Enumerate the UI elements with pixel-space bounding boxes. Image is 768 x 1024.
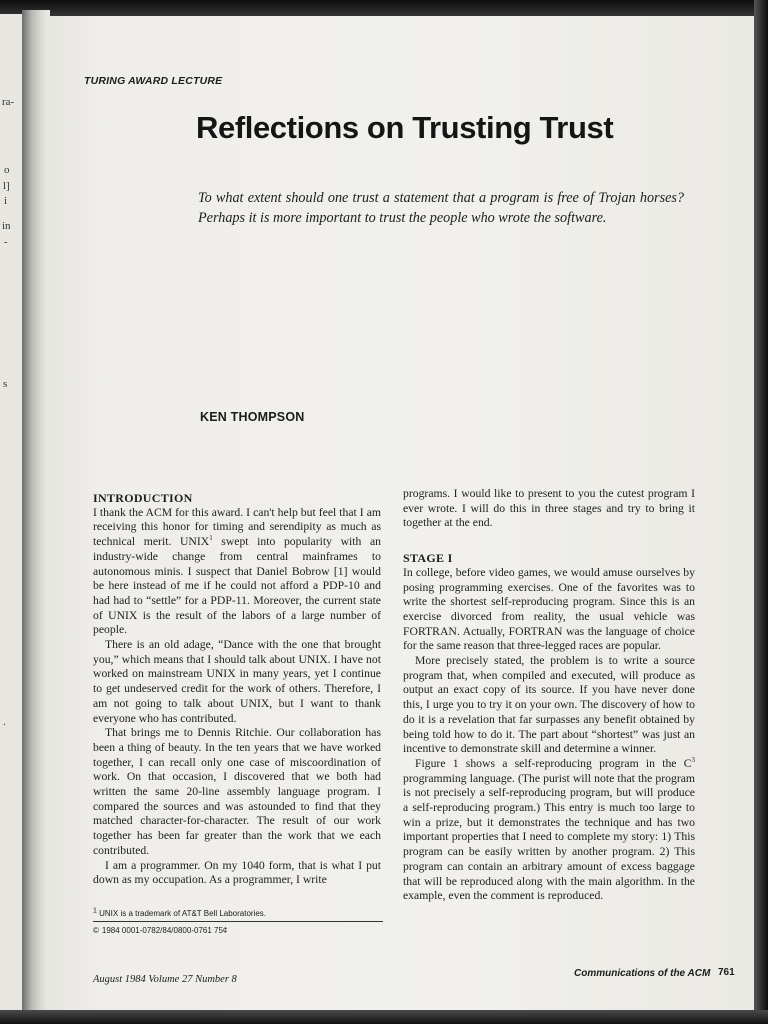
footnote-text: UNIX is a trademark of AT&T Bell Laboratories. bbox=[96, 909, 267, 918]
article-title: Reflections on Trusting Trust bbox=[196, 110, 614, 145]
footnote-marker: 1 bbox=[209, 534, 213, 543]
paragraph: In college, before video games, we would amuse ourselves by posing programming exercises. One of the favorites was to write the shortest self-reproducing program. Since this is an exercise divorced from reality, the usual vehicle was FORTRAN. Actually, FORTRAN was the language of choice for the same reason that three-legged races are popular. bbox=[403, 565, 695, 653]
facing-page-fragment: i bbox=[4, 195, 8, 207]
facing-page-fragment: ra- bbox=[2, 96, 15, 108]
facing-page-fragment: l] bbox=[3, 180, 10, 192]
footnote-marker: 1 bbox=[93, 907, 97, 915]
paragraph: That brings me to Dennis Ritchie. Our collaboration has been a thing of beauty. In the ten years that we have worked together, I can recall only one case of miscoordination of work. On that occasion, I discovered that we both had written the same 20-line assembly language program. I compared the sources and was astounded to find that they matched character-for-character. The result of our work together has been far greater than the work that we each contributed. bbox=[93, 726, 381, 857]
paragraph bbox=[93, 506, 381, 638]
section-heading-introduction: INTRODUCTION bbox=[93, 491, 193, 505]
facing-page-fragment: in bbox=[2, 220, 11, 232]
facing-page-fragment: s bbox=[3, 378, 8, 390]
journal-page bbox=[46, 16, 754, 1016]
paragraph bbox=[403, 757, 695, 904]
body-column-right bbox=[403, 487, 695, 904]
copyright-line bbox=[93, 926, 227, 935]
footnote-marker: 3 bbox=[691, 756, 695, 765]
body-column-left bbox=[93, 491, 381, 888]
section-heading-stage-1: STAGE I bbox=[403, 551, 453, 566]
paragraph: programs. I would like to present to you the cutest program I ever wrote. I will do this in three stages and try to bring it together at the end. bbox=[403, 487, 695, 530]
page-number: 761 bbox=[718, 967, 735, 978]
paragraph-text: programming language. (The purist will note that the program is not precisely a self-reproducing program, but will produce a self-reproducing program.) This entry is much too large to win a prize, but it demonstrates the technique and has two important properties that I need to complete my story: 1) This program can be easily written by another program. 2) This program can contain an arbitrary amount of excess baggage that will be reproduced along with the main algorithm. In the example, even the comment is reproduced. bbox=[403, 771, 695, 903]
facing-page-fragment: . bbox=[3, 716, 6, 728]
copyright-symbol: © bbox=[93, 926, 99, 935]
facing-page-fragment: - bbox=[4, 236, 8, 248]
paragraph: I am a programmer. On my 1040 form, that is what I put down as my occupation. As a programmer, I write bbox=[93, 858, 381, 887]
paragraph-text: swept into popularity with an industry-wide change from central mainframes to autonomous minis. I suspect that Daniel Bobrow [1] would be here instead of me if he could not afford a PDP-10 and had had to “settle” for a PDP-11. Moreover, the current state of UNIX is the result of the labors of a large number of people. bbox=[93, 535, 381, 637]
paragraph-text: Figure 1 shows a self-reproducing program in the C bbox=[415, 756, 692, 770]
copyright-text: 1984 0001-0782/84/0800-0761 75¢ bbox=[101, 926, 228, 935]
article-deck: To what extent should one trust a statement that a program is free of Trojan horses? Perhaps it is more important to trust the people who wrote the software. bbox=[198, 190, 684, 226]
facing-page-fragment: o bbox=[4, 164, 10, 176]
paragraph: More precisely stated, the problem is to write a source program that, when compiled and executed, will produce as output an exact copy of its source. If you have never done this, I urge you to try it on your own. The discovery of how to do it is a revelation that far surpasses any benefit obtained by being told how to do it. The part about “shortest” was just an incentive to demonstrate skill and determine a winner. bbox=[403, 654, 695, 756]
paragraph-text: I thank the ACM for this award. I can't help but feel that I am receiving this honor for timing and serendipity as much as technical merit. UNIX bbox=[93, 505, 381, 549]
footnote bbox=[93, 909, 393, 918]
facing-page-sliver bbox=[0, 14, 24, 1014]
journal-name: Communications of the ACM bbox=[574, 968, 711, 979]
section-kicker: TURING AWARD LECTURE bbox=[84, 75, 223, 87]
footnote-rule bbox=[93, 921, 383, 922]
paragraph: There is an old adage, “Dance with the one that brought you,” which means that I should talk about UNIX. I have not worked on mainstream UNIX in many years, yet I continue to get undeserved credit for the work of others. Therefore, I am not going to talk about UNIX, but I want to thank everyone who has contributed. bbox=[93, 638, 381, 725]
issue-info: August 1984 Volume 27 Number 8 bbox=[93, 974, 237, 985]
author-name: KEN THOMPSON bbox=[200, 410, 305, 424]
scan-edge-right bbox=[754, 0, 768, 1024]
scan-edge-bottom bbox=[0, 1010, 768, 1024]
